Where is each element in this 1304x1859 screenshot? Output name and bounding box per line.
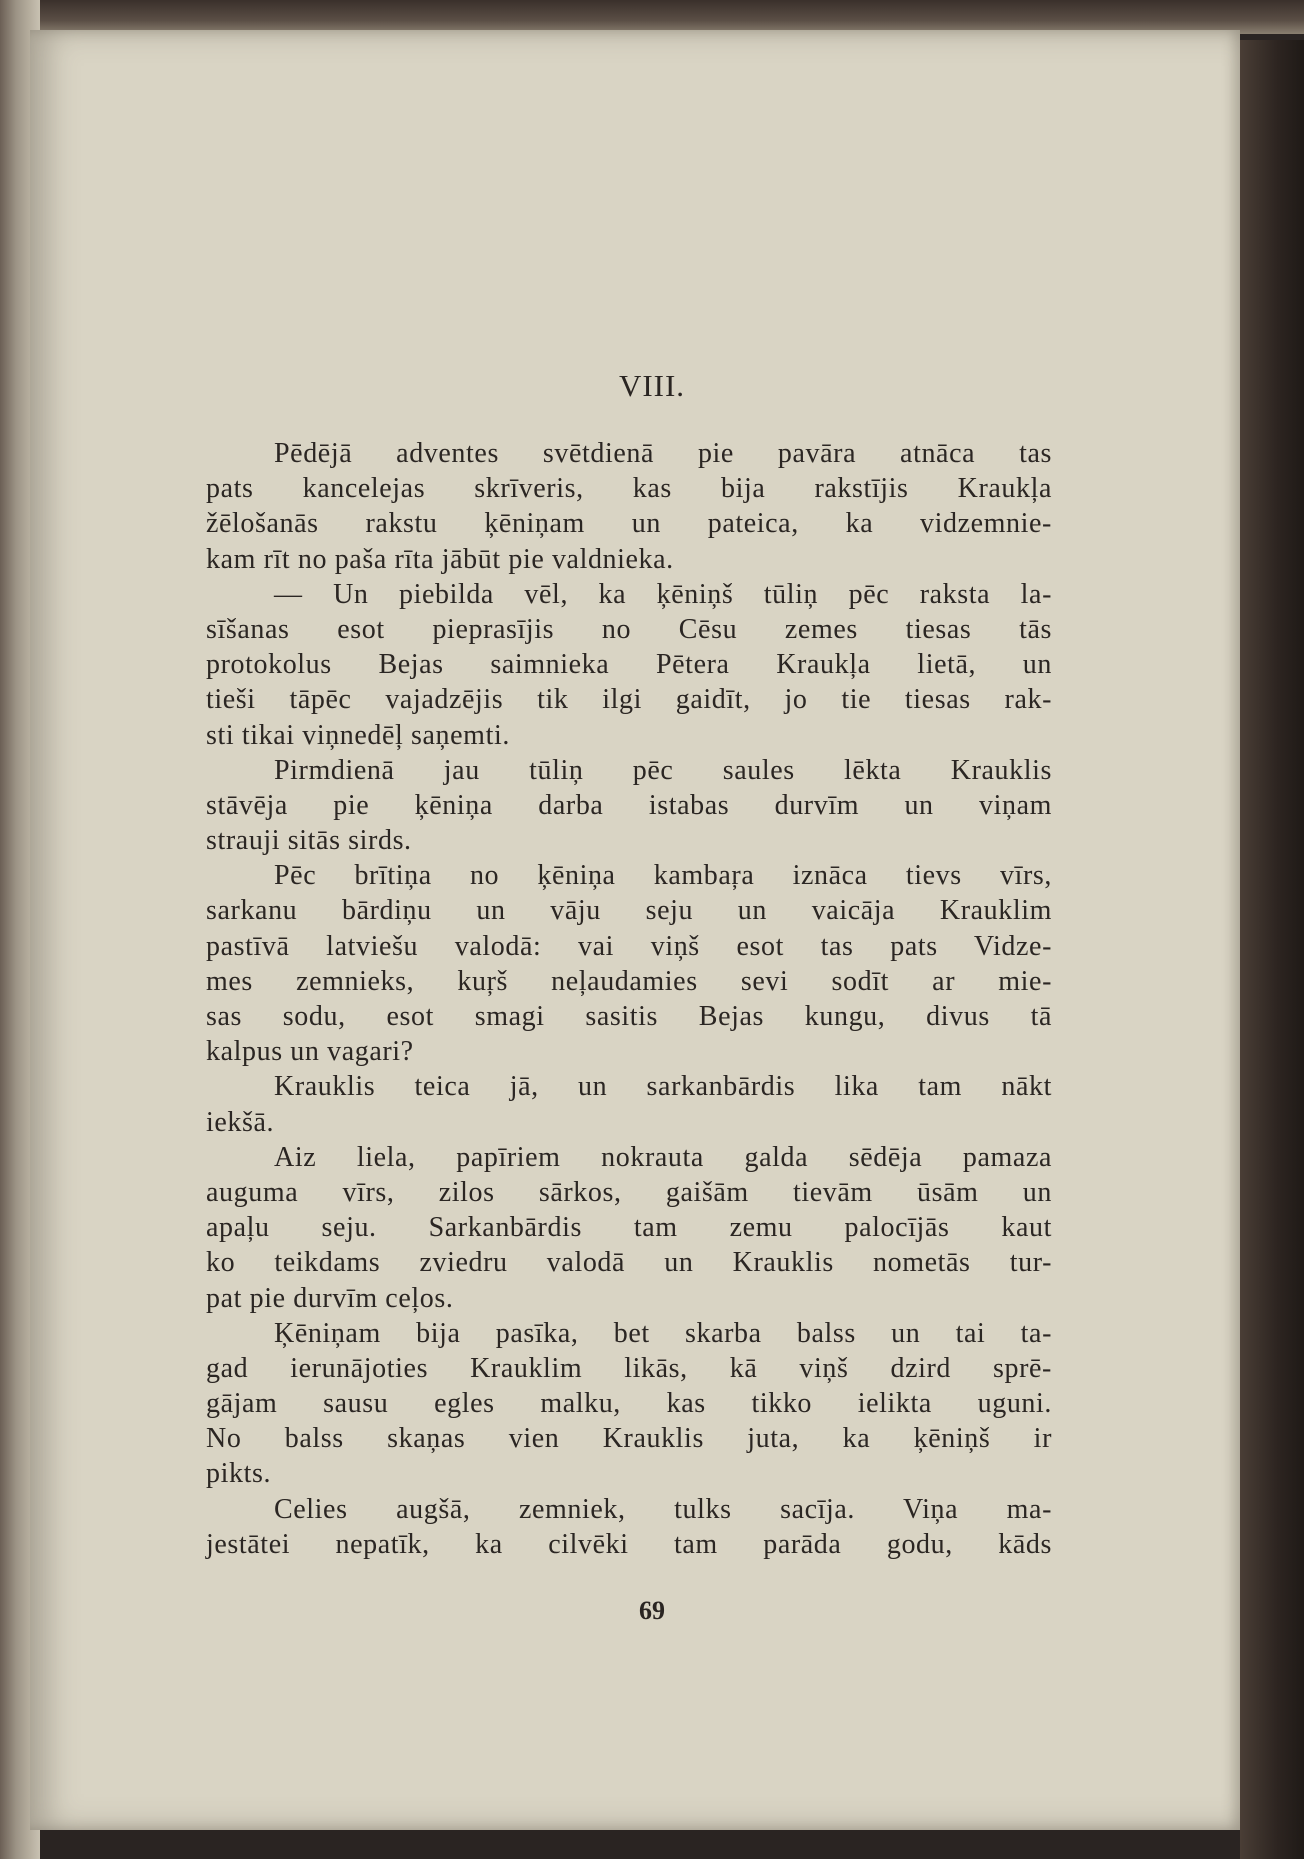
text-line: No balss skaņas vien Krauklis juta, ka ķēniņš ir — [206, 1423, 1052, 1455]
text-line: stāvēja pie ķēniņa darba istabas durvīm un viņam — [206, 789, 1052, 821]
text-line: pikts. — [206, 1458, 272, 1490]
text-line: Ķēniņam bija pasīka, bet skarba balss un tai ta- — [274, 1317, 1052, 1349]
text-line: apaļu seju. Sarkanbārdis tam zemu palocījās kaut — [206, 1212, 1052, 1244]
text-line: tieši tāpēc vajadzējis tik ilgi gaidīt, jo tie tiesas rak- — [206, 684, 1052, 716]
text-line: iekšā. — [206, 1106, 275, 1138]
text-line: auguma vīrs, zilos sārkos, gaišām tievām ūsām un — [206, 1176, 1052, 1208]
text-line: pastīvā latviešu valodā: vai viņš esot tas pats Vidze- — [206, 930, 1052, 962]
text-line: jestātei nepatīk, ka cilvēki tam parāda godu, kāds — [206, 1528, 1052, 1560]
text-line: Pēdējā adventes svētdienā pie pavāra atnāca tas — [274, 438, 1052, 469]
text-line: Pirmdienā jau tūliņ pēc saules lēkta Krauklis — [274, 754, 1052, 786]
text-line: pat pie durvīm ceļos. — [206, 1282, 454, 1314]
chapter-title: VIII. — [618, 368, 686, 403]
text-line: sarkanu bārdiņu un vāju seju un vaicāja Krauklim — [206, 895, 1052, 927]
text-line: — Un piebilda vēl, ka ķēniņš tūliņ pēc raksta la- — [274, 578, 1052, 610]
text-line: sas sodu, esot smagi sasitis Bejas kungu, divus tā — [206, 1001, 1052, 1032]
text-line: gājam sausu egles malku, kas tikko ielikta uguni. — [206, 1388, 1052, 1420]
text-line: strauji sitās sirds. — [206, 825, 412, 857]
text-line: žēlošanās rakstu ķēniņam un pateica, ka vidzemnie- — [206, 508, 1052, 540]
text-line: Krauklis teica jā, un sarkanbārdis lika tam nākt — [274, 1071, 1052, 1103]
text-line: mes zemnieks, kuŗš neļaudamies sevi sodīt ar mie- — [206, 965, 1052, 997]
text-line: pats kancelejas skrīveris, kas bija rakstījis Kraukļa — [206, 473, 1052, 505]
text-line: kalpus un vagari? — [206, 1036, 414, 1068]
text-line: Aiz liela, papīriem nokrauta galda sēdēja pamaza — [274, 1141, 1052, 1173]
text-line: sti tikai viņnedēļ saņemti. — [206, 719, 510, 751]
text-line: Pēc brītiņa no ķēniņa kambaŗa iznāca tievs vīrs, — [274, 860, 1052, 892]
text-line: protokolus Bejas saimnieka Pētera Kraukļa lietā, un — [206, 649, 1052, 681]
text-line: kam rīt no paša rīta jābūt pie valdnieka. — [206, 543, 674, 575]
book-top-edge — [0, 0, 1304, 34]
book-cover-edge — [1240, 40, 1304, 1859]
page-number: 69 — [639, 1596, 665, 1625]
text-line: ko teikdams zviedru valodā un Krauklis nometās tur- — [206, 1247, 1052, 1279]
text-line: sīšanas esot pieprasījis no Cēsu zemes tiesas tās — [206, 613, 1052, 645]
text-line: Celies augšā, zemniek, tulks sacīja. Viņa ma- — [274, 1493, 1052, 1525]
text-line: gad ierunājoties Krauklim likās, kā viņš dzird sprē- — [206, 1352, 1052, 1384]
body-text — [206, 436, 1052, 1562]
